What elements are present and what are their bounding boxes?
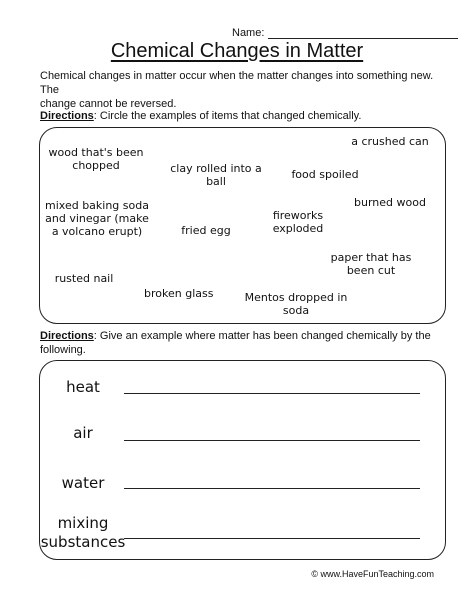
item-text: Mentos dropped in xyxy=(244,291,348,304)
row-label-line-1: mixing xyxy=(57,514,109,532)
item-burned-wood[interactable] xyxy=(352,196,428,209)
directions-circle xyxy=(40,109,440,123)
intro-text xyxy=(40,69,440,111)
row-label-water: water xyxy=(61,474,105,492)
answer-line-water[interactable] xyxy=(124,488,420,489)
item-text: exploded xyxy=(272,222,324,235)
item-text: broken glass xyxy=(144,287,214,300)
answer-line-heat[interactable] xyxy=(124,393,420,394)
item-text: burned wood xyxy=(354,196,426,209)
item-rusted-nail[interactable] xyxy=(54,272,114,285)
directions-text: : Circle the examples of items that changed chemically. xyxy=(93,110,362,122)
name-label: Name: xyxy=(232,27,265,39)
intro-line-1: Chemical changes in matter occur when the matter changes into something new. The xyxy=(40,70,434,96)
item-text: fireworks xyxy=(272,209,324,222)
answer-line-mixing[interactable] xyxy=(124,538,420,539)
directions-label: Directions xyxy=(40,330,94,342)
item-wood-chopped[interactable] xyxy=(48,146,144,172)
item-text: ball xyxy=(206,175,226,188)
directions-example xyxy=(40,329,440,357)
item-text: and vinegar (make xyxy=(45,212,149,225)
item-text: wood that's been xyxy=(48,146,144,159)
item-fried-egg[interactable] xyxy=(176,224,236,237)
intro-line-2: change cannot be reversed. xyxy=(40,98,177,110)
item-text: fried egg xyxy=(181,224,231,237)
item-text: soda xyxy=(282,304,310,317)
item-text: rusted nail xyxy=(54,272,114,285)
row-label-mixing-substances xyxy=(40,514,126,552)
page-title: Chemical Changes in Matter xyxy=(110,40,364,62)
row-label-line-2: substances xyxy=(40,533,126,551)
item-text: mixed baking soda xyxy=(45,199,149,212)
item-text: paper that has xyxy=(330,251,412,264)
item-baking-soda[interactable] xyxy=(44,199,150,238)
item-crushed-can[interactable] xyxy=(345,135,435,148)
item-text: chopped xyxy=(72,159,120,172)
directions-text: : Give an example where matter has been changed chemically by the xyxy=(93,330,431,342)
directions-text-2: following. xyxy=(40,344,86,356)
item-mentos[interactable] xyxy=(244,291,348,317)
row-label-air: air xyxy=(73,424,93,442)
item-text: been cut xyxy=(346,264,396,277)
item-text: clay rolled into a xyxy=(170,162,262,175)
name-field[interactable] xyxy=(232,27,458,39)
row-label-heat: heat xyxy=(66,378,100,396)
item-broken-glass[interactable] xyxy=(144,287,212,300)
item-food-spoiled[interactable] xyxy=(287,168,363,181)
item-fireworks[interactable] xyxy=(263,209,333,235)
copyright: © www.HaveFunTeaching.com xyxy=(311,569,434,579)
item-text: a crushed can xyxy=(351,135,429,148)
item-paper-cut[interactable] xyxy=(327,251,415,277)
item-text: food spoiled xyxy=(291,168,359,181)
item-text: a volcano erupt) xyxy=(51,225,143,238)
directions-label: Directions xyxy=(40,110,94,122)
answer-line-air[interactable] xyxy=(124,440,420,441)
name-line[interactable] xyxy=(268,28,458,39)
item-clay-ball[interactable] xyxy=(166,162,266,188)
